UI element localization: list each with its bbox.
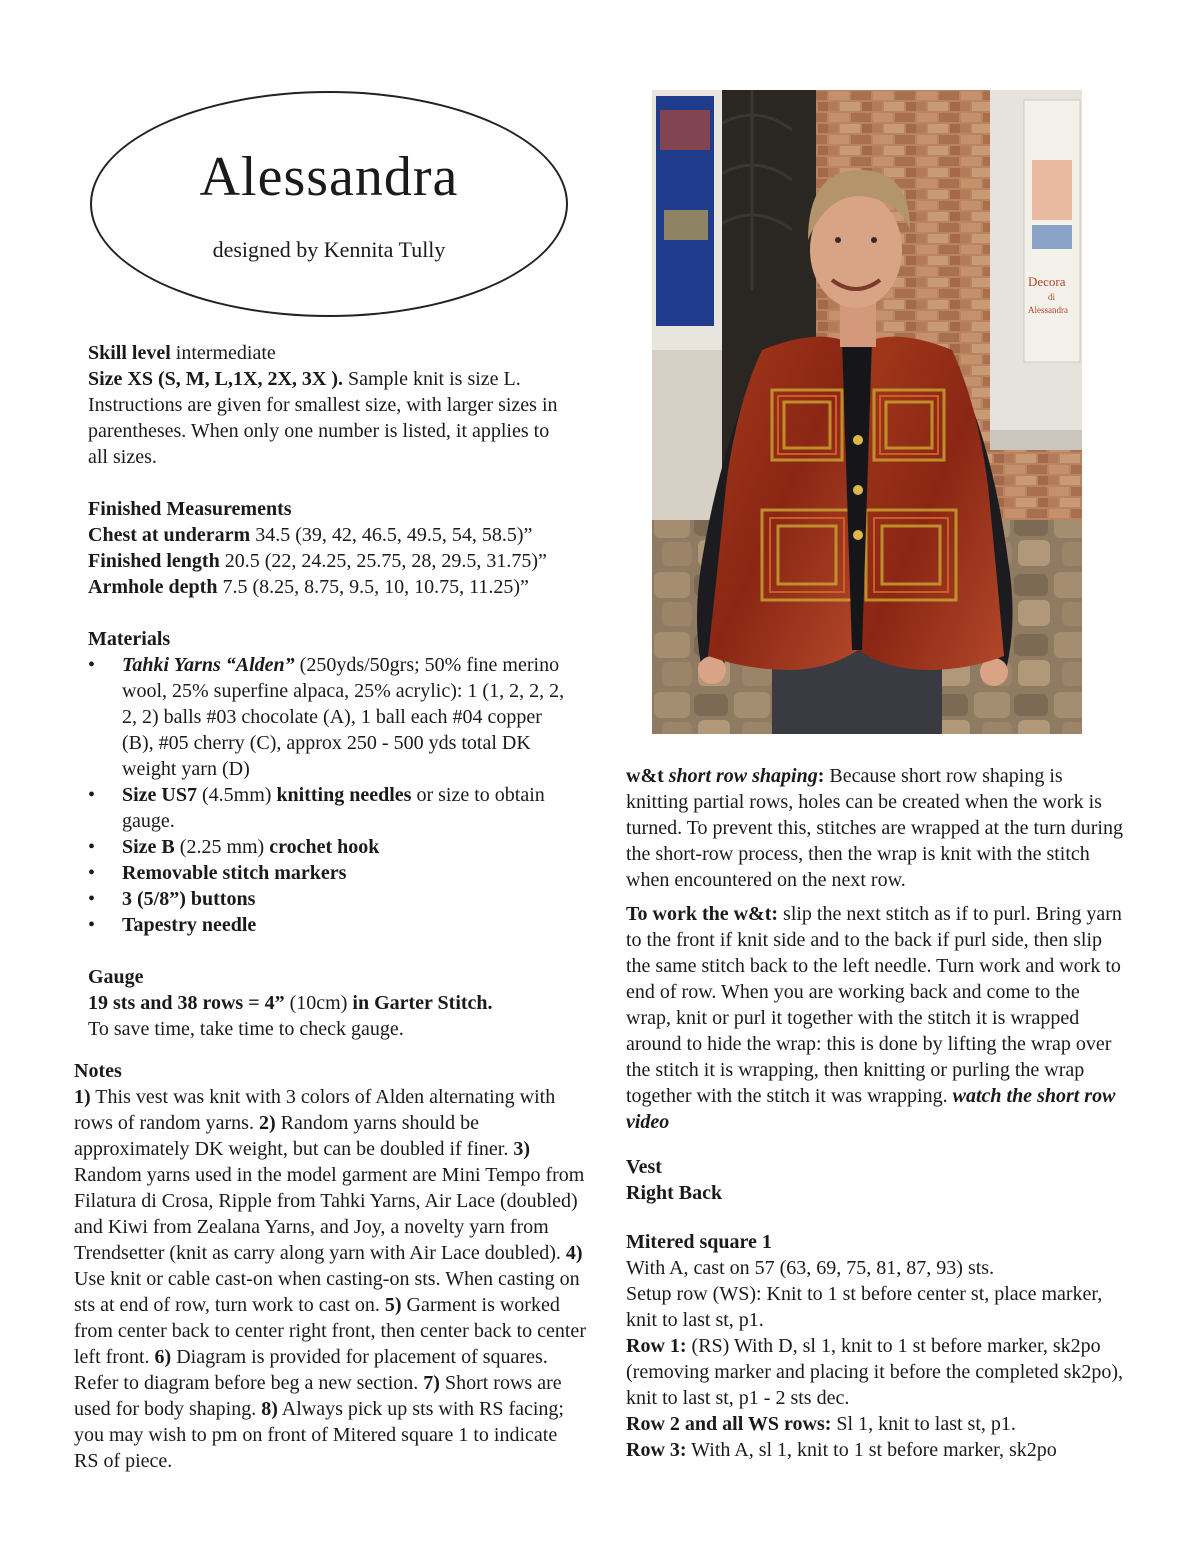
list-item: • Size B (2.25 mm) crochet hook bbox=[88, 834, 568, 860]
vest-button bbox=[853, 485, 863, 495]
row-3: Row 3: With A, sl 1, knit to 1 st before marker, sk2po bbox=[626, 1439, 1057, 1461]
row-1: Row 1: (RS) With D, sl 1, knit to 1 st before marker, sk2po (removing marker and placing it before the completed sk2po), knit to last st, p1 - 2 sts dec. bbox=[626, 1335, 1124, 1409]
notes-heading: Notes bbox=[74, 1060, 122, 1082]
vest-section bbox=[626, 1154, 1126, 1463]
armhole-measurement: Armhole depth 7.5 (8.25, 8.75, 9.5, 10, 10.75, 11.25)” bbox=[88, 576, 529, 598]
short-row-video-link[interactable]: watch the short row video bbox=[626, 1085, 1116, 1133]
list-item: • Removable stitch markers bbox=[88, 860, 568, 886]
materials-heading: Materials bbox=[88, 628, 171, 650]
measurements-heading: Finished Measurements bbox=[88, 498, 292, 520]
list-item: • Tahki Yarns “Alden” (250yds/50grs; 50% fine merino wool, 25% superfine alpaca, 25% acrylic): 1 (1, 2, 2, 2, 2, 2) balls #03 chocolate (A), 1 ball each #04 copper (B), #05 cherry (C), approx 250 - 500 yds total DK weight yarn (D) bbox=[88, 652, 568, 782]
model-photo bbox=[652, 90, 1082, 734]
gauge-line: 19 sts and 38 rows = 4” (10cm) in Garter Stitch. bbox=[88, 992, 493, 1014]
list-item: • Tapestry needle bbox=[88, 912, 568, 938]
poster-text-di: di bbox=[1048, 292, 1056, 302]
list-item: • 3 (5/8”) buttons bbox=[88, 886, 568, 912]
poster-text-alessandra: Alessandra bbox=[1028, 305, 1068, 315]
vest-button bbox=[853, 530, 863, 540]
notes-section bbox=[74, 1058, 586, 1474]
wt-instructions: To work the w&t: slip the next stitch as if to purl. Bring yarn to the front if knit side and to the back if purl side, then slip the same stitch back to the left needle. Turn work and work to end of row. When you are working back and come to the wrap, knit or purl it together with the stitch it is wrapped around to hide the wrap: this is done by lifting the wrap over the stitch it is wrapping, then knitting or purling the wrap together with the stitch it was wrapping. watch the short row video bbox=[626, 903, 1122, 1133]
pattern-specs bbox=[88, 340, 568, 1042]
notes-body: 1) This vest was knit with 3 colors of Alden alternating with rows of random yarns. 2) Random yarns should be approximately DK weight, but can be doubled if finer. 3) Random yarns used in the model garment are Mini Tempo from Filatura di Crosa, Ripple from Tahki Yarns, Air Lace (doubled) and Kiwi from Zealana Yarns, and Joy, a novelty yarn from Trendsetter (knit as carry along yarn with Air Lace doubled). 4) Use knit or cable cast-on when casting-on sts. When casting on sts at end of row, turn work to cast on. 5) Garment is worked from center back to center right front, then center back to center left front. 6) Diagram is provided for placement of squares. Refer to diagram before beg a new section. 7) Short rows are used for body shaping. 8) Always pick up sts with RS facing; you may wish to pm on front of Mitered square 1 to indicate RS of piece. bbox=[74, 1086, 586, 1472]
list-item: • Size US7 (4.5mm) knitting needles or size to obtain gauge. bbox=[88, 782, 568, 834]
mitered-square-heading: Mitered square 1 bbox=[626, 1231, 772, 1253]
size-info: Size XS (S, M, L,1X, 2X, 3X ). Sample knit is size L. Instructions are given for smallest size, with larger sizes in parentheses. When only one number is listed, it applies to all sizes. bbox=[88, 368, 558, 468]
length-measurement: Finished length 20.5 (22, 24.25, 25.75, 28, 29.5, 31.75)” bbox=[88, 550, 547, 572]
page-title: Alessandra bbox=[199, 146, 459, 208]
skill-level: Skill level intermediate bbox=[88, 342, 276, 364]
designer-byline: designed by Kennita Tully bbox=[212, 237, 446, 262]
chest-measurement: Chest at underarm 34.5 (39, 42, 46.5, 49.5, 54, 58.5)” bbox=[88, 524, 533, 546]
wt-intro: w&t short row shaping: Because short row shaping is knitting partial rows, holes can be created when the work is turned. To prevent this, stitches are wrapped at the turn during the short-row process, then the wrap is knit with the stitch when encountered on the next row. bbox=[626, 765, 1123, 891]
gauge-heading: Gauge bbox=[88, 966, 144, 988]
vest-heading: Vest bbox=[626, 1156, 662, 1178]
gauge-note: To save time, take time to check gauge. bbox=[88, 1018, 404, 1040]
title-oval bbox=[90, 91, 568, 317]
setup-row: Setup row (WS): Knit to 1 st before center st, place marker, knit to last st, p1. bbox=[626, 1283, 1103, 1331]
vest-button bbox=[853, 435, 863, 445]
right-back-heading: Right Back bbox=[626, 1182, 723, 1204]
materials-list bbox=[88, 652, 568, 938]
short-row-section bbox=[626, 763, 1126, 1135]
poster-text-decora: Decora bbox=[1028, 274, 1066, 289]
row-2: Row 2 and all WS rows: Sl 1, knit to last st, p1. bbox=[626, 1413, 1016, 1435]
cast-on-instruction: With A, cast on 57 (63, 69, 75, 81, 87, 93) sts. bbox=[626, 1257, 995, 1279]
